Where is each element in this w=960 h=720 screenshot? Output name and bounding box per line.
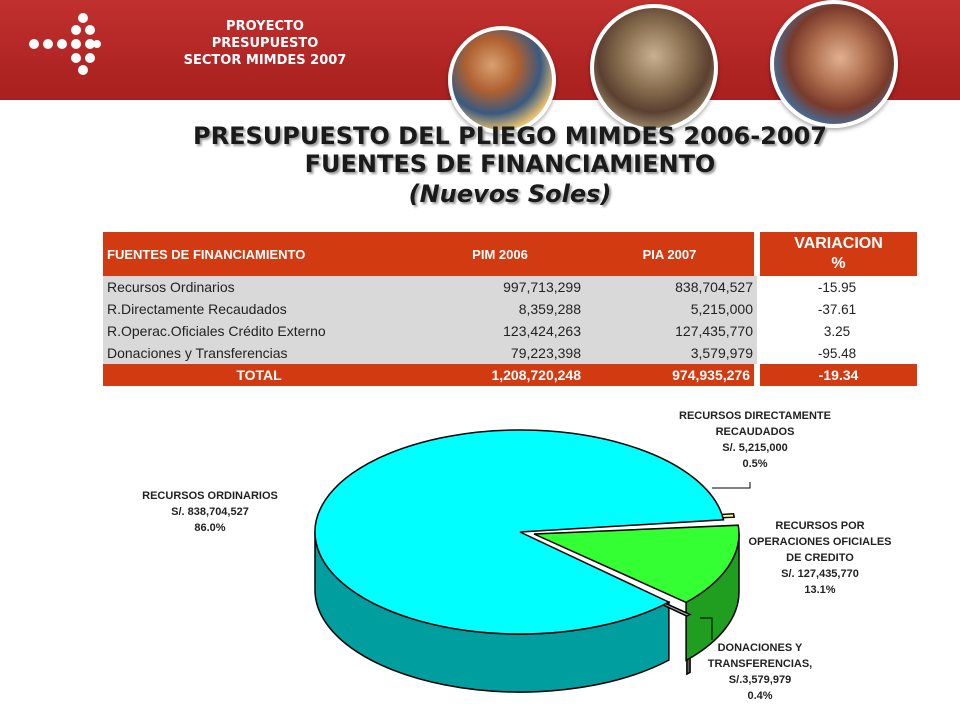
cell-pia: 838,704,527 xyxy=(585,276,757,298)
label-credito-name-1: RECURSOS POR xyxy=(775,520,865,532)
label-credito-name-3: DE CREDITO xyxy=(786,552,854,564)
total-variation: -19.34 xyxy=(757,364,917,386)
cell-source: Recursos Ordinarios xyxy=(103,276,415,298)
page-title: PRESUPUESTO DEL PLIEGO MIMDES 2006-2007 xyxy=(193,122,827,150)
total-label: TOTAL xyxy=(103,364,415,386)
col-header-pia: PIA 2007 xyxy=(585,232,757,276)
label-donaciones-name-1: DONACIONES Y xyxy=(717,642,803,654)
cell-pim: 123,424,263 xyxy=(415,320,585,342)
label-directos-amount: S/. 5,215,000 xyxy=(722,442,788,454)
label-donaciones-transferencias xyxy=(680,640,840,704)
label-recursos-ordinarios xyxy=(120,488,300,536)
cell-source: R.Operac.Oficiales Crédito Externo xyxy=(103,320,415,342)
header-line-3: SECTOR MIMDES 2007 xyxy=(183,53,347,68)
cell-variation: 3.25 xyxy=(757,320,917,342)
cell-variation: -37.61 xyxy=(757,298,917,320)
cell-pia: 127,435,770 xyxy=(585,320,757,342)
label-directos-name-2: RECAUDADOS xyxy=(715,426,795,438)
cell-variation: -15.95 xyxy=(757,276,917,298)
cell-source: R.Directamente Recaudados xyxy=(103,298,415,320)
cell-pim: 997,713,299 xyxy=(415,276,585,298)
label-credito-percent: 13.1% xyxy=(804,584,836,596)
cell-pia: 3,579,979 xyxy=(585,342,757,364)
label-credito-amount: S/. 127,435,770 xyxy=(781,568,859,580)
label-donaciones-name-2: TRANSFERENCIAS, xyxy=(707,658,813,670)
col-header-variation-label: VARIACION xyxy=(794,235,883,252)
col-header-source: FUENTES DE FINANCIAMIENTO xyxy=(103,232,415,276)
cell-variation: -95.48 xyxy=(757,342,917,364)
label-donaciones-percent: 0.4% xyxy=(747,690,773,702)
label-ordinarios-percent: 86.0% xyxy=(194,522,226,534)
total-pia: 974,935,276 xyxy=(585,364,757,386)
label-directos-percent: 0.5% xyxy=(742,458,768,470)
page-units: (Nuevos Soles) xyxy=(408,180,612,208)
label-directos-name-1: RECURSOS DIRECTAMENTE xyxy=(679,410,831,422)
label-donaciones-amount: S/.3,579,979 xyxy=(728,674,792,686)
label-ordinarios-amount: S/. 838,704,527 xyxy=(171,506,249,518)
cell-pim: 79,223,398 xyxy=(415,342,585,364)
col-header-pim: PIM 2006 xyxy=(415,232,585,276)
page-subtitle: FUENTES DE FINANCIAMIENTO xyxy=(304,150,716,178)
total-pim: 1,208,720,248 xyxy=(415,364,585,386)
cell-pia: 5,215,000 xyxy=(585,298,757,320)
label-ordinarios-name: RECURSOS ORDINARIOS xyxy=(142,490,278,502)
cell-pim: 8,359,288 xyxy=(415,298,585,320)
label-operaciones-credito xyxy=(725,518,915,598)
leader-line xyxy=(712,482,750,488)
col-header-variation-unit: % xyxy=(831,255,846,272)
label-credito-name-2: OPERACIONES OFICIALES xyxy=(748,536,892,548)
label-recursos-directamente-recaudados xyxy=(650,408,860,472)
header-line-2: PRESUPUESTO xyxy=(211,36,319,51)
cell-source: Donaciones y Transferencias xyxy=(103,342,415,364)
header-line-1: PROYECTO xyxy=(226,19,304,34)
